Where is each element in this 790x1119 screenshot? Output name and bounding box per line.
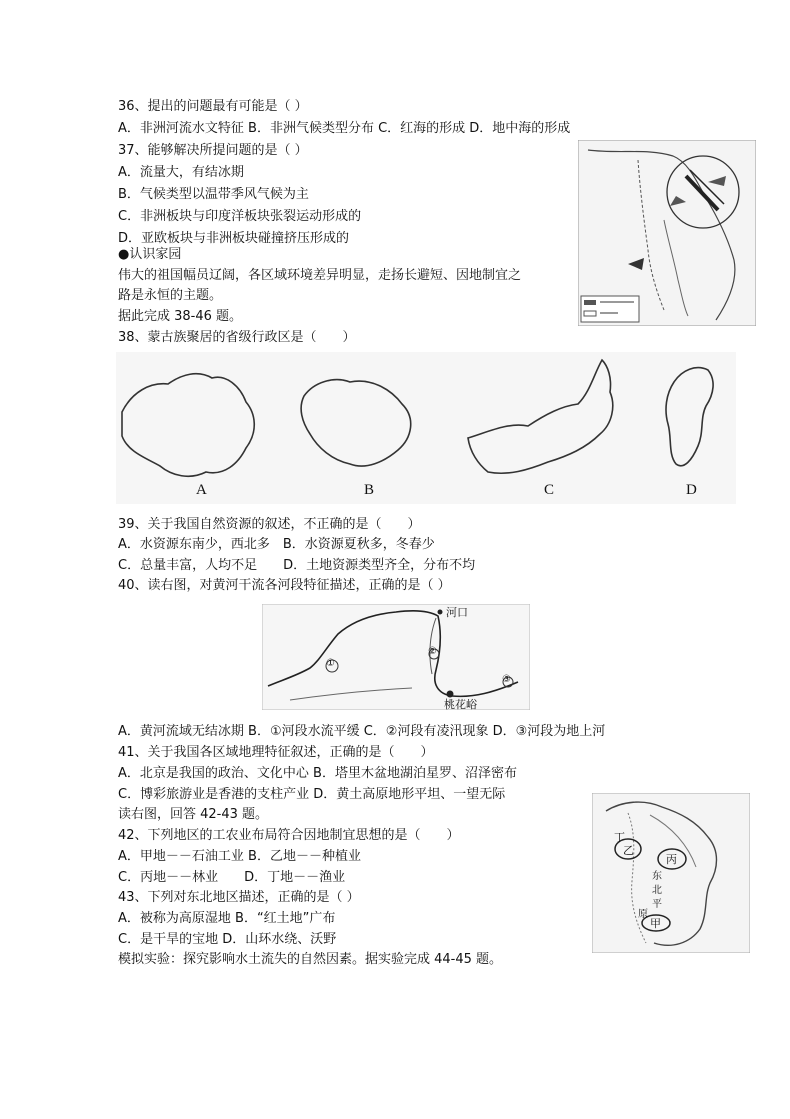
map42-label-yuan: 原 xyxy=(638,909,648,920)
q42-options-ab: A．甲地－－石油工业 B．乙地－－种植业 xyxy=(118,849,361,864)
q43-stem: 43、下列对东北地区描述，正确的是（ ） xyxy=(118,890,360,905)
map40-segment-3: ③ xyxy=(502,674,511,685)
q37-option-a: A．流量大，有结冰期 xyxy=(118,165,244,180)
q40-stem: 40、读右图，对黄河干流各河段特征描述，正确的是（ ） xyxy=(118,578,451,593)
q37-option-b: B．气候类型以温带季风气候为主 xyxy=(118,187,309,202)
map42-label-ding: 丁 xyxy=(614,831,625,844)
map42-label-bing: 丙 xyxy=(666,853,677,866)
q39-stem: 39、关于我国自然资源的叙述，不正确的是（ ） xyxy=(118,517,421,532)
section-intro-line2: 路是永恒的主题。 xyxy=(118,288,223,303)
q37-option-c: C．非洲板块与印度洋板块张裂运动形成的 xyxy=(118,209,362,224)
section-instruction: 据此完成 38-46 题。 xyxy=(118,309,243,324)
map42-label-jia: 甲 xyxy=(650,917,661,930)
q41-options-ab: A．北京是我国的政治、文化中心 B．塔里木盆地湖泊星罗、沼泽密布 xyxy=(118,766,517,781)
map38-label-a: A xyxy=(196,482,207,498)
map42-label-ping: 平 xyxy=(652,899,662,910)
simulation-experiment-intro: 模拟实验：探究影响水土流失的自然因素。据实验完成 44-45 题。 xyxy=(118,952,503,967)
q39-options-cd: C．总量丰富，人均不足 D．土地资源类型齐全，分布不均 xyxy=(118,558,476,573)
map40-segment-2: ② xyxy=(428,646,437,657)
map40-label-hekou: 河口 xyxy=(446,606,468,619)
map40-segment-1: ① xyxy=(326,658,335,669)
q36-options: A．非洲河流水文特征 B．非洲气候类型分布 C．红海的形成 D．地中海的形成 xyxy=(118,121,571,136)
map38-label-c: C xyxy=(544,482,555,498)
map38-label-d: D xyxy=(686,482,697,498)
northeast-china-map xyxy=(592,793,750,953)
map42-label-dong: 东 xyxy=(652,871,662,882)
section-title: ●认识家园 xyxy=(118,247,182,262)
province-outlines-map xyxy=(116,352,736,504)
q36-stem: 36、提出的问题最有可能是（ ） xyxy=(118,99,308,114)
q43-options-cd: C．是干旱的宝地 D．山环水绕、沃野 xyxy=(118,932,337,947)
map42-label-bei: 北 xyxy=(652,885,662,896)
map38-label-b: B xyxy=(364,482,375,498)
africa-rift-map xyxy=(578,140,756,326)
yellow-river-map xyxy=(262,604,530,710)
q42-options-cd: C．丙地－－林业 D．丁地－－渔业 xyxy=(118,870,346,885)
q43-options-ab: A．被称为高原湿地 B．“红土地”广布 xyxy=(118,911,336,926)
q42-stem: 42、下列地区的工农业布局符合因地制宜思想的是（ ） xyxy=(118,828,460,843)
q37-option-d: D．亚欧板块与非洲板块碰撞挤压形成的 xyxy=(118,231,350,246)
q41-stem: 41、关于我国各区域地理特征叙述，正确的是（ ） xyxy=(118,745,434,760)
q38-stem: 38、蒙古族聚居的省级行政区是（ ） xyxy=(118,330,356,345)
q42-43-instruction: 读右图，回答 42-43 题。 xyxy=(118,807,269,822)
map42-label-yi: 乙 xyxy=(623,844,634,857)
q40-options: A．黄河流域无结冰期 B．①河段水流平缓 C．②河段有凌汛现象 D．③河段为地上河 xyxy=(118,724,606,739)
section-intro-line1: 伟大的祖国幅员辽阔，各区域环境差异明显，走扬长避短、因地制宜之 xyxy=(118,268,522,283)
q41-options-cd: C．博彩旅游业是香港的支柱产业 D．黄土高原地形平坦、一望无际 xyxy=(118,787,506,802)
q37-stem: 37、能够解决所提问题的是（ ） xyxy=(118,143,308,158)
map40-label-taohuayu: 桃花峪 xyxy=(444,698,477,711)
q39-options-ab: A．水资源东南少，西北多 B．水资源夏秋多，冬春少 xyxy=(118,537,435,552)
